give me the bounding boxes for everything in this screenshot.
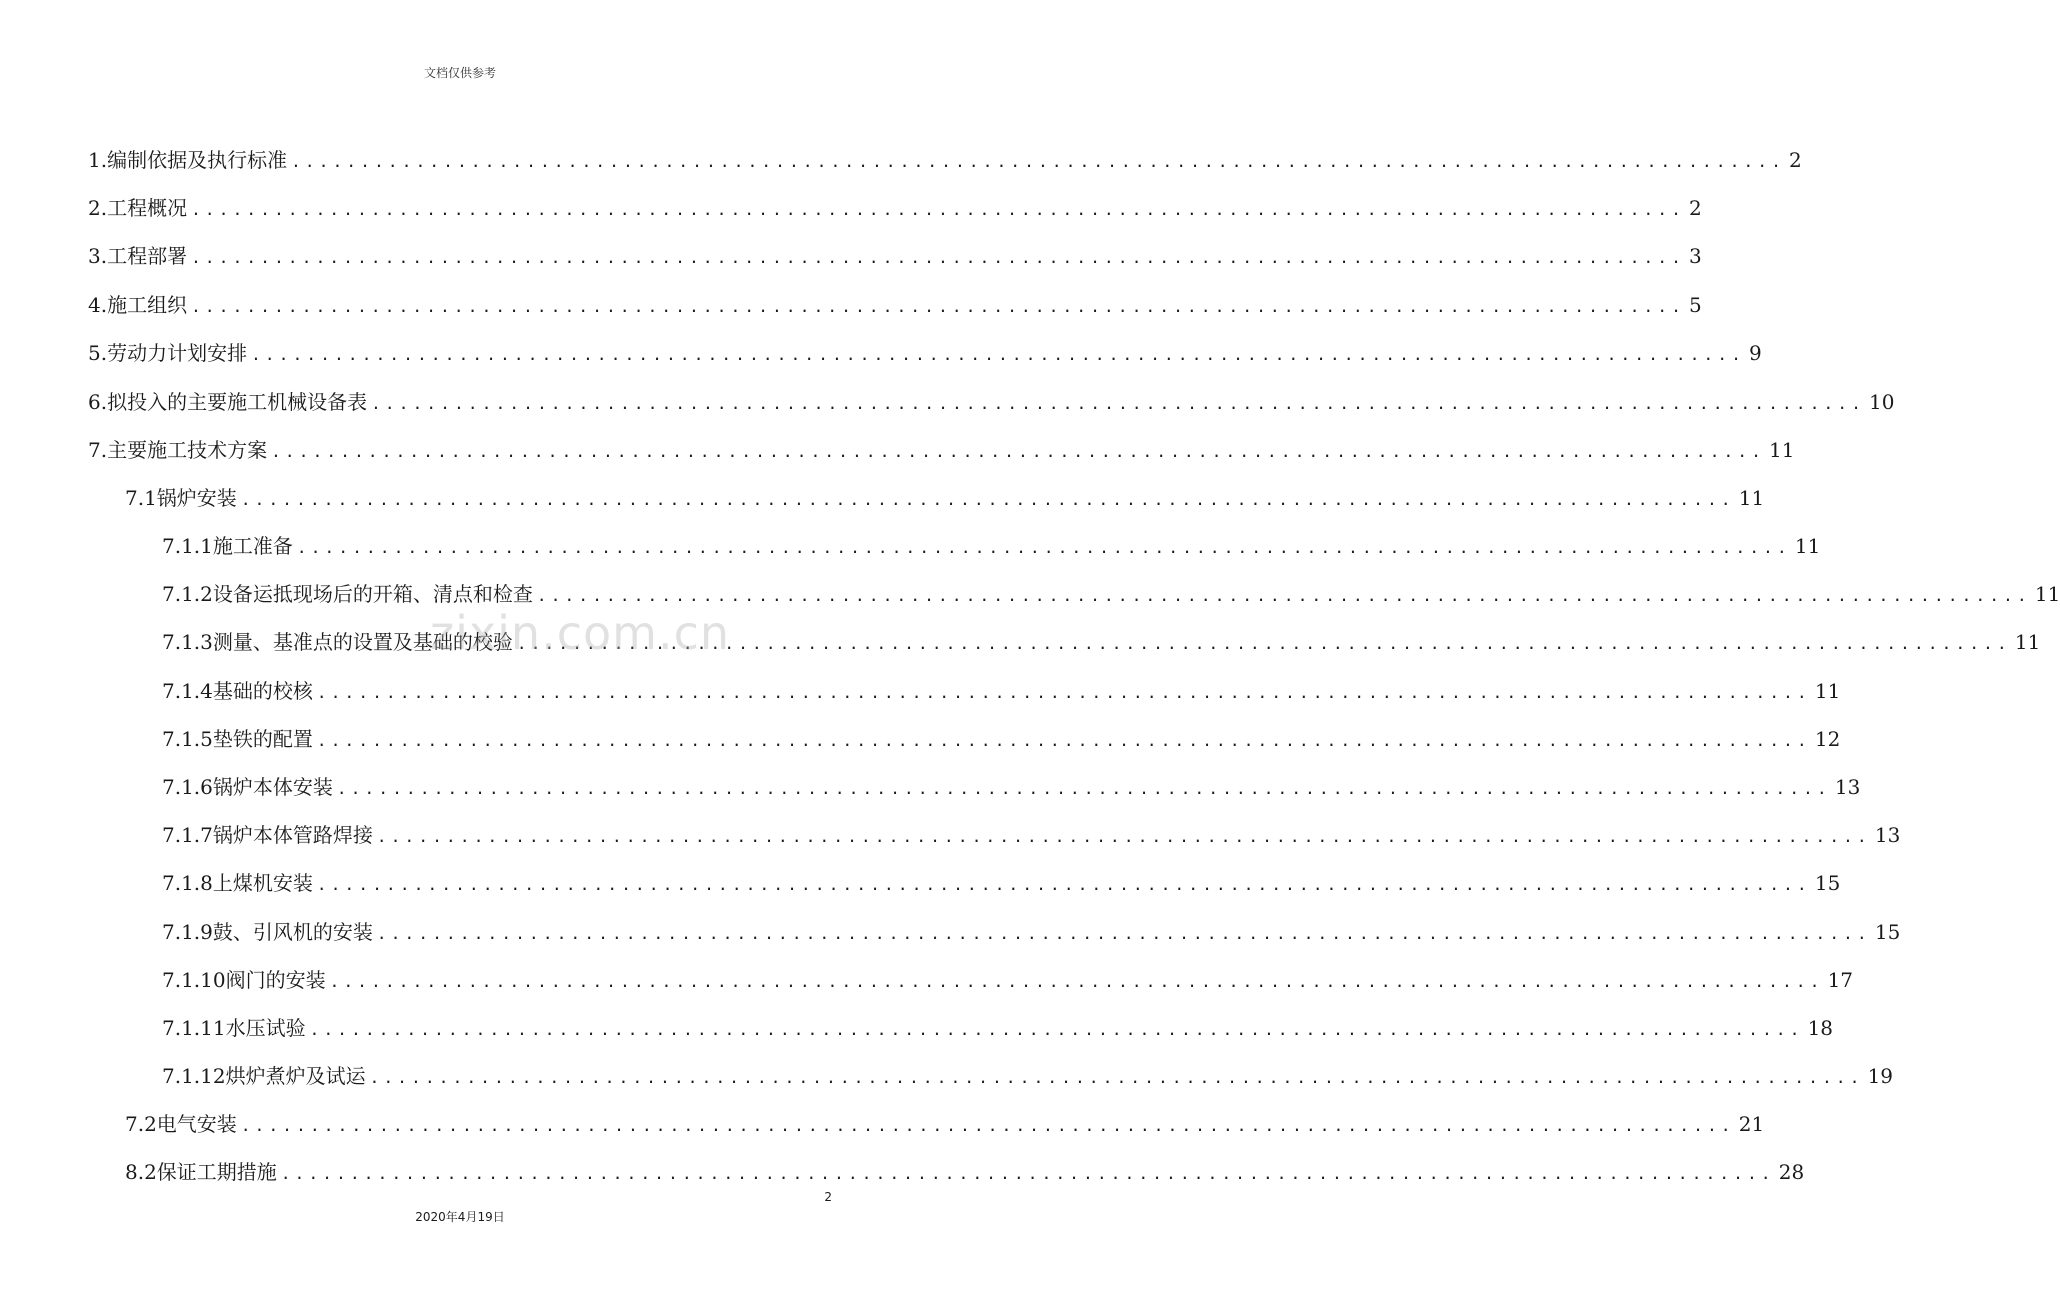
watermark: zixin.com.cn (430, 606, 731, 660)
page-header: 文档仅供参考 (423, 66, 496, 80)
toc-leader-dots: ............................................................................................................ (251, 345, 1746, 364)
toc-entry-page: 11 (1769, 438, 1795, 462)
toc-entry-page: 15 (1814, 871, 1841, 895)
toc-leader-dots: ............................................................................................................ (240, 1116, 1735, 1135)
toc-leader-dots: ............................................................................................................ (376, 827, 1871, 846)
toc-entry[interactable] (162, 767, 1861, 807)
toc-leader-dots: ............................................................................................................ (316, 731, 1811, 750)
toc-leader-dots: ............................................................................................................ (291, 152, 1786, 171)
toc-entry[interactable] (162, 1008, 1834, 1048)
toc-entry[interactable] (88, 236, 1702, 276)
toc-entry[interactable] (162, 719, 1841, 759)
toc-entry[interactable] (88, 430, 1795, 470)
toc-entry-title: 7.1.9鼓、引风机的安装 (162, 920, 373, 944)
toc-entry-page: 10 (1869, 390, 1895, 414)
toc-leader-dots: ............................................................................................................ (316, 875, 1811, 894)
toc-entry-title: 4.施工组织 (88, 293, 188, 317)
toc-entry[interactable] (88, 285, 1702, 325)
toc-entry-page: 11 (2034, 582, 2060, 606)
toc-entry-title: 7.1.2设备运抵现场后的开箱、清点和检查 (162, 582, 533, 606)
toc-entry-title: 7.1.4基础的校核 (162, 679, 313, 703)
toc-entry-title: 3.工程部署 (88, 244, 188, 268)
toc-entry-page: 5 (1689, 293, 1702, 317)
toc-leader-dots: ............................................................................................................ (329, 972, 1824, 991)
toc-entry[interactable] (88, 382, 1895, 422)
toc-entry-page: 18 (1807, 1016, 1834, 1040)
toc-entry-page: 28 (1778, 1160, 1805, 1184)
toc-leader-dots: ............................................................................................................ (516, 634, 2011, 653)
toc-leader-dots: ............................................................................................................ (336, 779, 1831, 798)
toc-entry[interactable] (125, 478, 1765, 518)
page-number: 2 (824, 1190, 832, 1204)
toc-entry-page: 19 (1867, 1064, 1894, 1088)
toc-entry-title: 1.编制依据及执行标准 (88, 148, 288, 172)
toc-entry-title: 6.拟投入的主要施工机械设备表 (88, 390, 368, 414)
toc-entry-page: 9 (1749, 341, 1762, 365)
toc-entry-page: 11 (1794, 534, 1821, 558)
toc-leader-dots: ............................................................................................................ (280, 1164, 1775, 1183)
toc-entry[interactable] (162, 912, 1901, 952)
toc-leader-dots: ............................................................................................................ (369, 1068, 1864, 1087)
toc-entry[interactable] (162, 526, 1821, 566)
toc-entry-title: 5.劳动力计划安排 (88, 341, 248, 365)
toc-entry-page: 3 (1689, 244, 1702, 268)
toc-leader-dots: ............................................................................................................ (536, 586, 2031, 605)
toc-leader-dots: ............................................................................................................ (376, 924, 1871, 943)
toc-entry-page: 2 (1789, 148, 1802, 172)
toc-entry-title: 7.主要施工技术方案 (88, 438, 268, 462)
toc-leader-dots: ............................................................................................................ (240, 490, 1735, 509)
toc-entry-title: 7.1.11水压试验 (162, 1016, 306, 1040)
toc-entry-page: 11 (1738, 486, 1765, 510)
toc-entry[interactable] (162, 1056, 1894, 1096)
toc-leader-dots: ............................................................................................................ (309, 1020, 1804, 1039)
toc-entry[interactable] (88, 188, 1702, 228)
toc-entry[interactable] (162, 960, 1854, 1000)
toc-entry-title: 8.2保证工期措施 (125, 1160, 277, 1184)
toc-entry-page: 15 (1874, 920, 1901, 944)
toc-entry-title: 7.1.1施工准备 (162, 534, 293, 558)
toc-leader-dots: ............................................................................................................ (191, 297, 1686, 316)
page-footer-date: 2020年4月19日 (415, 1210, 505, 1224)
toc-entry-page: 2 (1689, 196, 1702, 220)
toc-entry-page: 13 (1834, 775, 1861, 799)
toc-entry[interactable] (88, 333, 1762, 373)
toc-entry[interactable] (88, 140, 1802, 180)
toc-leader-dots: ............................................................................................................ (191, 200, 1686, 219)
toc-leader-dots: ............................................................................................................ (296, 538, 1791, 557)
toc-entry-title: 7.2电气安装 (125, 1112, 237, 1136)
toc-entry[interactable] (125, 1152, 1805, 1192)
toc-entry[interactable] (162, 863, 1841, 903)
toc-entry-title: 7.1.10阀门的安装 (162, 968, 326, 992)
toc-entry-title: 2.工程概况 (88, 196, 188, 220)
toc-entry[interactable] (162, 671, 1841, 711)
toc-entry[interactable] (125, 1104, 1765, 1144)
toc-leader-dots: ............................................................................................................ (371, 394, 1866, 413)
toc-leader-dots: ............................................................................................................ (316, 683, 1811, 702)
toc-entry-page: 13 (1874, 823, 1901, 847)
toc-entry-title: 7.1.6锅炉本体安装 (162, 775, 333, 799)
toc-entry-title: 7.1锅炉安装 (125, 486, 237, 510)
toc-entry-page: 17 (1827, 968, 1854, 992)
toc-entry-page: 11 (2014, 630, 2041, 654)
toc-entry-title: 7.1.5垫铁的配置 (162, 727, 313, 751)
toc-leader-dots: ............................................................................................................ (191, 248, 1686, 267)
toc-entry-title: 7.1.7锅炉本体管路焊接 (162, 823, 373, 847)
toc-entry-title: 7.1.3测量、基准点的设置及基础的校验 (162, 630, 513, 654)
toc-entry-page: 21 (1738, 1112, 1765, 1136)
toc-leader-dots: ............................................................................................................ (271, 442, 1766, 461)
toc-entry-title: 7.1.12烘炉煮炉及试运 (162, 1064, 366, 1088)
toc-entry-page: 12 (1814, 727, 1841, 751)
toc-entry-page: 11 (1814, 679, 1841, 703)
toc-entry-title: 7.1.8上煤机安装 (162, 871, 313, 895)
toc-entry[interactable] (162, 815, 1901, 855)
